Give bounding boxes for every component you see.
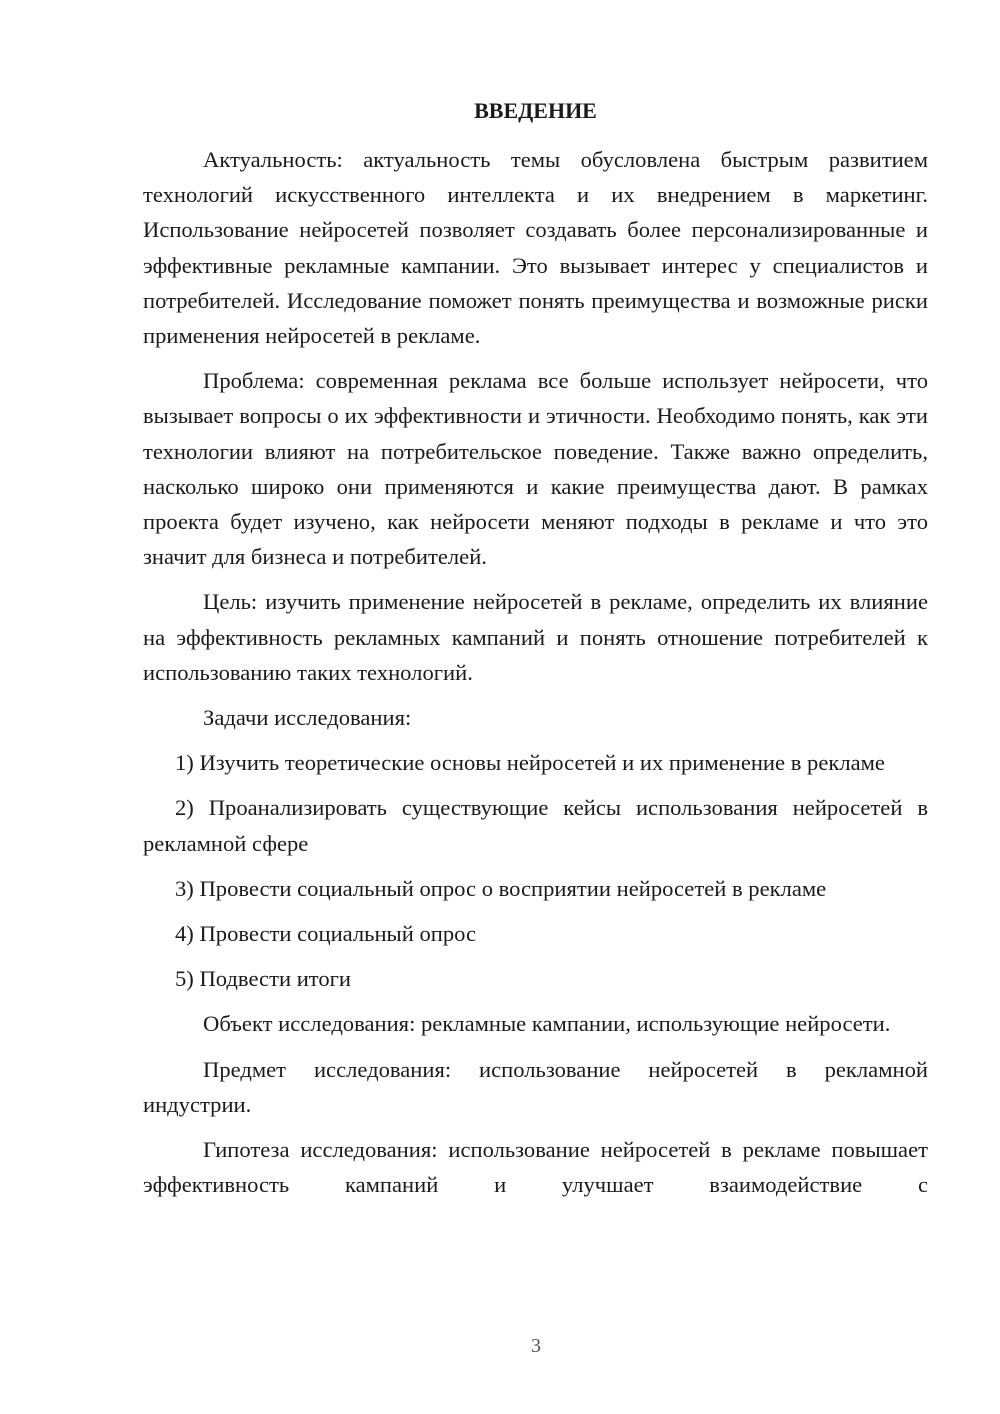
paragraph-goal: Цель: изучить применение нейросетей в рекламе, определить их влияние на эффективность рекламных кампаний и понять отношение потребителей к использованию таких технологий. (143, 589, 928, 685)
paragraph-problem: Проблема: современная реклама все больше использует нейросети, что вызывает вопросы о их эффективности и этичности. Необходимо понять, как эти технологии влияют на потребительское поведение. Также важно определить, насколько широко они применяются и какие преимущества дают. В рамках проекта будет изучено, как нейросети меняют подходы в рекламе и что это значит для бизнеса и потребителей. (143, 368, 928, 570)
section-heading: ВВЕДЕНИЕ (474, 98, 597, 123)
paragraph-relevance: Актуальность: актуальность темы обусловлена быстрым развитием технологий искусственного интеллекта и их внедрением в маркетинг. Использование нейросетей позволяет создавать более персонализированные и эффективные рекламные кампании. Это вызывает интерес у специалистов и потребителей. Исследование поможет понять преимущества и возможные риски применения нейросетей в рекламе. (143, 147, 928, 349)
paragraph-subject: Предмет исследования: использование нейросетей в рекламной индустрии. (143, 1056, 928, 1117)
page-number: 3 (531, 1335, 541, 1357)
task-item-2: 2) Проанализировать существующие кейсы использования нейросетей в рекламной сфере (143, 795, 928, 856)
paragraph-hypothesis: Гипотеза исследования: использование нейросетей в рекламе повышает эффективность кампаний и улучшает взаимодействие с (143, 1137, 928, 1198)
task-item-1: 1) Изучить теоретические основы нейросетей и их применение в рекламе (175, 750, 885, 776)
task-item-3: 3) Провести социальный опрос о восприятии нейросетей в рекламе (175, 875, 827, 901)
paragraph-object: Объект исследования: рекламные кампании, использующие нейросети. (203, 1011, 891, 1037)
task-item-4: 4) Провести социальный опрос (175, 921, 477, 947)
body-text (143, 142, 928, 1202)
task-item-5: 5) Подвести итоги (175, 966, 352, 992)
paragraph-tasks-heading: Задачи исследования: (203, 705, 412, 731)
